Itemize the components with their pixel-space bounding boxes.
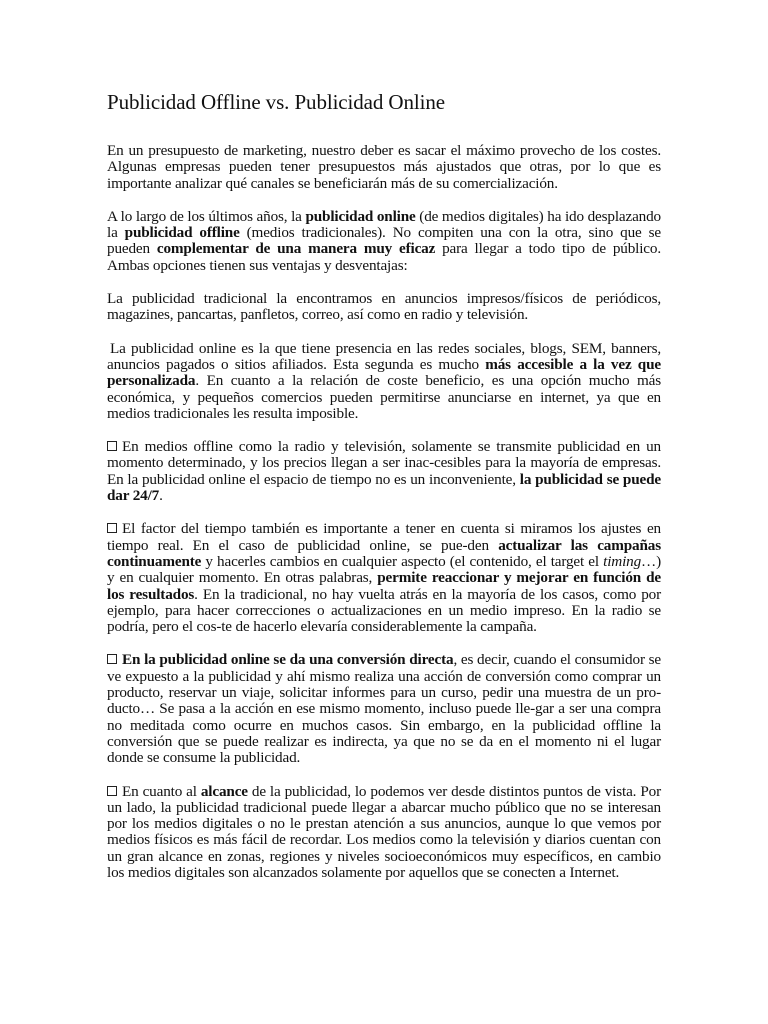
text-run: y hacerles cambios en cualquier aspecto (el contenido, el target el [201,552,604,570]
bold-text: complementar de una manera muy eficaz [156,240,436,258]
paragraph-conversion [107,652,661,766]
document-title: Publicidad Offline vs. Publicidad Online [107,90,445,114]
text-run: (de medios digitales) ha ido desplazando la [107,207,662,242]
text-run: . En la tradicional, no hay vuelta atrás en la mayoría de los casos, como por ejemplo, para hacer correcciones o actualizaciones en un medio impreso. En la radio se podría, pero el cos-te de hacerlo elevaría considerablemente la campaña. [107,585,661,636]
text-run: La publicidad online es la que tiene presencia en las redes sociales, blogs, SEM, banners, anuncios pagados o sitios afiliados. Esta segunda es mucho [107,339,661,373]
paragraph-adjust [107,521,661,635]
paragraph-reach [107,784,661,882]
text-run: El factor del tiempo también es importante a tener en cuenta si miramos los ajustes en tiempo real. En el caso de publicidad online, se pue-den [107,520,661,554]
text-run: de la publicidad, lo podemos ver desde distintos puntos de vista. Por un lado, la publicidad tradicional puede llegar a abarcar mucho público que no se interesan por los medios digitales o no le prestan atención a sus anuncios, aunque lo que vemos por medios físicos es más fácil de recordar. Los medios como la televisión y diarios cuentan con un gran alcance en zonas, regiones y niveles socioeconómicos muy específicos, en cambio los medios digitales son alcanzados solamente por aquellos que se conecten a Internet. [107,782,661,881]
checkbox-bullet-icon [107,441,117,451]
bold-text: permite reaccionar y mejorar en función de los resultados [107,569,662,603]
text-run: En medios offline como la radio y televisión, solamente se transmite publicidad en un momento determinado, y los precios llegan a ser inac-cesibles para la mayoría de empresas. En la publicidad online el espacio de tiempo no es un inconveniente, [107,438,661,488]
paragraph-intro [107,143,661,192]
text-run: (medios tradicionales). No compiten una con la otra, sino que se pueden [107,224,661,258]
document-body [107,143,661,881]
bold-text: la publicidad se puede dar 24/7 [107,470,662,505]
text-run: . En cuanto a la relación de coste beneficio, es una opción mucho más económica, y pequeños comercios pueden permitirse anunciarse en internet, ya que en medios tradicionales les resulta imposible. [107,372,661,422]
paragraph-time [107,439,661,504]
text-run: …) y en cualquier momento. En otras palabras, [107,552,661,587]
paragraph-traditional [107,291,661,324]
bold-text: En la publicidad online se da una conversión directa [122,651,454,669]
paragraph-trend [107,209,661,274]
checkbox-bullet-icon [107,786,117,796]
text-run: En cuanto al [122,782,201,800]
italic-text: timing [603,552,642,570]
bold-text: alcance [200,782,248,800]
bold-text: publicidad offline [124,224,240,242]
text-run: , es decir, cuando el consumidor se ve expuesto a la publicidad y ahí mismo realiza una acción de conversión como comprar un producto, reservar un viaje, solicitar informes para un curso, pedir una muestra de un pro-ducto… Se pasa a la acción en ese mismo momento, incluso puede lle-gar a ser una compra no meditada como ocurre en muchos casos. Sin embargo, en la publicidad offline la conversión que se puede realizar es indirecta, ya que no se da en el momento ni el lugar donde se consume la publicidad. [107,651,661,767]
checkbox-bullet-icon [107,523,117,533]
bold-text: más accesible a la vez que personalizada [107,355,661,390]
paragraph-online [107,341,661,422]
text-run: . [159,487,163,505]
checkbox-bullet-icon [107,654,117,664]
text-run: para llegar a todo tipo de público. Ambas opciones tienen sus ventajas y desventajas: [107,240,661,274]
text-run: La publicidad tradicional la encontramos en anuncios impresos/físicos de periódicos, magazines, pancartas, panfletos, correo, así como en radio y televisión. [107,290,661,324]
bold-text: actualizar las campañas continuamente [107,536,661,570]
text-run: En un presupuesto de marketing, nuestro deber es sacar el máximo provecho de los costes. Algunas empresas pueden tener presupuestos más ajustados que otras, por lo que es importante analizar qué canales se beneficiarán más de su comercialización. [107,142,661,192]
bold-text: publicidad online [305,207,416,225]
text-run: A lo largo de los últimos años, la [107,207,306,225]
